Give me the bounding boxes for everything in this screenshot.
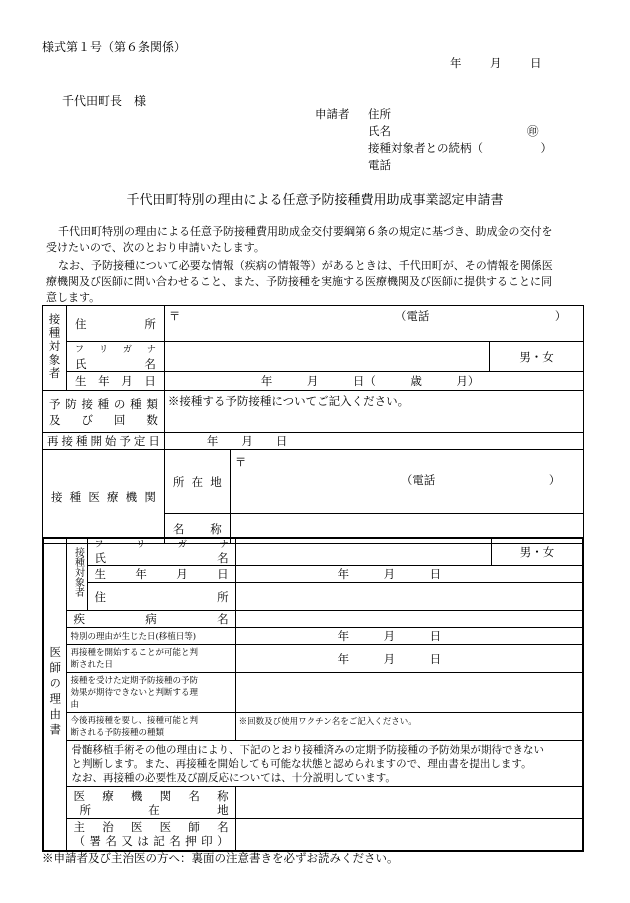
ineffective-line-2: 効果が期待できないと判断する理: [70, 687, 198, 698]
sex-field[interactable]: 男・女: [490, 342, 584, 372]
clinic-phone-open: （電話: [400, 473, 436, 487]
disease-field[interactable]: [235, 611, 583, 628]
applicant-name: 氏名: [368, 124, 391, 138]
statement-line-2: と判断します。また、再接種を開始しても可能な状態と認められますので、理由書を提出します。: [71, 757, 532, 770]
name-label: [66, 342, 164, 372]
statement-line-1: 骨髄移植手術その他の理由により、下記のとおり接種済みの定期予防接種の予防効果が期待できない: [71, 743, 544, 756]
applicant-label: 申請者: [315, 107, 350, 121]
date-year: 年: [450, 56, 462, 70]
furigana-label: フ リ ガ ナ: [74, 344, 156, 355]
doctor-name-field[interactable]: [235, 819, 583, 851]
birth-field[interactable]: 年 月 日（ 歳 月）: [164, 372, 583, 391]
intro-line: 意します。: [46, 291, 101, 304]
future-vaccine-field[interactable]: ※回数及び使用ワクチン名をご記入ください。: [235, 713, 583, 741]
form-title: 千代田町特別の理由による任意予防接種費用助成事業認定申請書: [126, 193, 504, 208]
address-label: 住 所: [66, 306, 164, 342]
intro-line: なお、予防接種について必要な情報（疾病の情報等）があるときは、千代田町が、その情報を関係医: [58, 259, 553, 272]
addressee: 千代田町長 様: [62, 94, 147, 108]
doctor-name-line-1: 主 治 医 医 師 名: [73, 820, 229, 835]
doctor-statement: [67, 741, 583, 787]
reason-date-field[interactable]: 年 月 日: [235, 628, 583, 645]
phone-open: （電話: [394, 309, 430, 323]
applicant-relation: 接種対象者との続柄（ ）: [368, 141, 552, 155]
vaccine-label: [43, 391, 165, 433]
name-field[interactable]: [164, 342, 489, 372]
clinic-phone-close: ）: [548, 473, 561, 487]
subject-label-2: 接種対象者: [67, 538, 88, 611]
clinic-info-line-1: 医 療 機 関 名 称: [73, 788, 229, 803]
ineffective-line-1: 接種を受けた定期予防接種の予防: [70, 675, 198, 686]
name-text: 氏 名: [74, 356, 156, 371]
ineffective-line-3: 由: [70, 699, 79, 710]
birth-label: 生 年 月 日: [66, 372, 164, 391]
address-label-2: 住 所: [88, 583, 235, 611]
disease-label: 疾 病 名: [67, 611, 235, 628]
clinic-location-field[interactable]: [230, 450, 583, 514]
form-number: 様式第１号（第６条関係）: [42, 40, 187, 54]
possible-date-line-2: 断された日: [70, 659, 113, 670]
date-month: 月: [490, 56, 502, 70]
phone-close: ）: [554, 309, 567, 323]
birth-label-2: 生 年 月 日: [88, 566, 235, 583]
address-field[interactable]: [164, 306, 583, 342]
address-field-2[interactable]: [235, 583, 583, 611]
possible-date-line-1: 再接種を開始することが可能と判: [70, 647, 198, 658]
sex-field-2[interactable]: 男・女: [491, 538, 583, 566]
clinic-name-label: 名 称: [164, 514, 230, 544]
vaccine-label-1: 予防接種の種類: [49, 396, 158, 411]
seal-mark: ㊞: [527, 124, 539, 138]
birth-field-2[interactable]: 年 月 日: [235, 566, 583, 583]
applicant-table: [42, 305, 584, 544]
clinic-location-label: 所 在 地: [164, 450, 230, 514]
applicant-phone: 電話: [368, 158, 391, 172]
clinic-info-label: [67, 787, 235, 819]
vaccine-label-2: 及 び 回 数: [49, 412, 158, 427]
intro-line: 受けたいので、次のとおり申請いたします。: [46, 241, 265, 254]
start-date-label: 再接種開始予定日: [43, 433, 165, 450]
ineffective-reason-field[interactable]: [235, 673, 583, 713]
doctor-reason-label: 医師の理由書: [43, 538, 67, 851]
footer-note: ※申請者及び主治医の方へ：裏面の注意書きを必ずお読みください。: [42, 851, 399, 865]
vaccine-field[interactable]: ※接種する予防接種についてご記入ください。: [164, 391, 583, 433]
clinic-info-line-2: 所 在 地: [79, 802, 229, 817]
clinic-postal-mark: 〒: [234, 455, 247, 469]
statement-line-3: なお、再接種の必要性及び副反応については、十分説明しています。: [71, 771, 396, 784]
start-date-field[interactable]: 年 月 日: [164, 433, 583, 450]
furigana-label-2: フ リ ガ ナ: [94, 540, 229, 550]
doctor-reason-table: [42, 537, 584, 852]
intro-line: 療機関及び医師に問い合わせること、また、予防接種を実施する医療機関及び医師に提供することに同: [46, 275, 552, 288]
name-label-2: [88, 538, 235, 566]
applicant-address: 住所: [368, 107, 391, 121]
date-day: 日: [530, 56, 542, 70]
name-text-2: 氏 名: [94, 551, 229, 565]
future-line-1: 今後再接種を要し、接種可能と判: [70, 715, 198, 726]
intro-line: 千代田町特別の理由による任意予防接種費用助成金交付要綱第６条の規定に基づき、助成金の交付を: [58, 225, 553, 238]
clinic-label: 接種医療機関: [43, 450, 165, 544]
possible-date-field[interactable]: 年 月 日: [235, 645, 583, 673]
subject-label: 接種対象者: [43, 306, 67, 391]
clinic-info-field[interactable]: [235, 787, 583, 819]
reason-date-label: 特別の理由が生じた日(移植日等): [67, 628, 235, 645]
ineffective-reason-label: [67, 673, 235, 713]
doctor-name-label: [67, 819, 235, 851]
future-line-2: 断される予防接種の種類: [70, 727, 164, 738]
name-field-2[interactable]: [235, 538, 491, 566]
postal-mark: 〒: [168, 309, 181, 323]
future-vaccine-label: [67, 713, 235, 741]
possible-date-label: [67, 645, 235, 673]
doctor-name-line-2: （署名又は記名押印）: [73, 834, 229, 849]
